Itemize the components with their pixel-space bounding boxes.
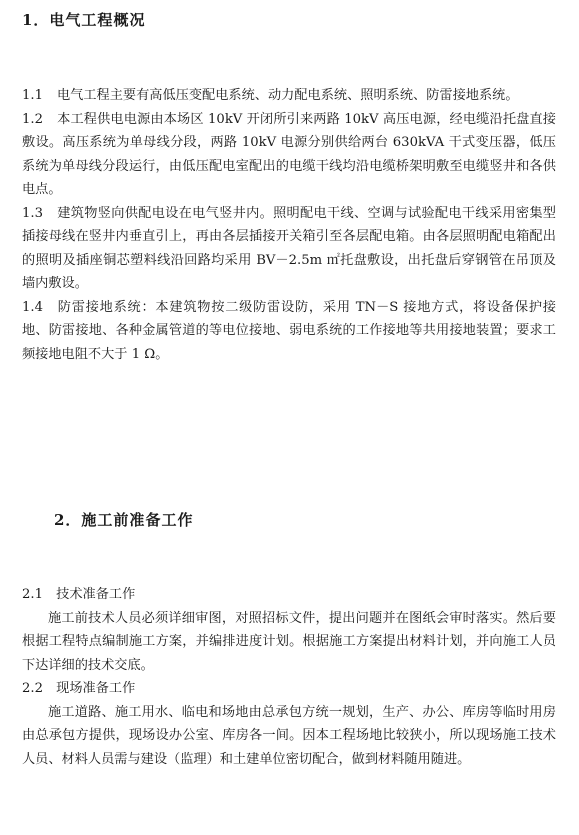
subsection-2-1-text: 施工前技术人员必须详细审图，对照招标文件，提出问题并在图纸会审时落实。然后要根据工程特点编制施工方案，并编排进度计划。根据施工方案提出材料计划，并向施工人员下达详细的技术交底。 (22, 610, 556, 673)
item-text: 电气工程主要有高低压变配电系统、动力配电系统、照明系统、防雷接地系统。 (56, 88, 519, 103)
item-text: 防雷接地系统：本建筑物按二级防雷设防，采用 TN－S 接地方式，将设备保护接地、防雷接地、各种金属管道的等电位接地、弱电系统的工作接地等共用接地装置；要求工频接地电阻不大于 1 Ω。 (22, 299, 556, 362)
paragraph-1-1 (22, 84, 556, 108)
paragraph-1-2 (22, 108, 556, 202)
item-number: 1.2 (22, 111, 43, 127)
item-text: 建筑物竖向供配电设在电气竖井内。照明配电干线、空调与试验配电干线采用密集型插接母线在竖井内垂直引上，再由各层插接开关箱引至各层配电箱。由各层照明配电箱配出的照明及插座铜芯塑料线沿回路均采用 BV－2.5m ㎡托盘敷设，出托盘后穿钢管在吊顶及墙内敷设。 (22, 205, 556, 291)
section-1-heading: 1．电气工程概况 (22, 11, 146, 29)
paragraph-1-4 (22, 296, 556, 367)
section-2-body (22, 583, 556, 771)
section-2-heading: 2．施工前准备工作 (54, 511, 194, 529)
paragraph-1-3 (22, 202, 556, 296)
subsection-2-1-title: 2.1 技术准备工作 (22, 587, 136, 602)
item-number: 1.3 (22, 205, 43, 221)
item-number: 1.4 (22, 299, 43, 315)
subsection-2-2-title: 2.2 现场准备工作 (22, 681, 136, 696)
section-1-body (22, 84, 556, 366)
item-text: 本工程供电电源由本场区 10kV 开闭所引来两路 10kV 高压电源，经电缆沿托盘直接敷设。高压系统为单母线分段，两路 10kV 电源分别供给两台 630kVA 干式变压器，低压系统为单母线分段运行，由低压配电室配出的电缆干线均沿电缆桥架明敷至电缆竖井和各供电点。 (22, 111, 556, 197)
item-number: 1.1 (22, 88, 43, 103)
subsection-2-2-text: 施工道路、施工用水、临电和场地由总承包方统一规划，生产、办公、库房等临时用房由总承包方提供，现场设办公室、库房各一间。因本工程场地比较狭小，所以现场施工技术人员、材料人员需与建设（监理）和土建单位密切配合，做到材料随用随进。 (22, 704, 556, 767)
